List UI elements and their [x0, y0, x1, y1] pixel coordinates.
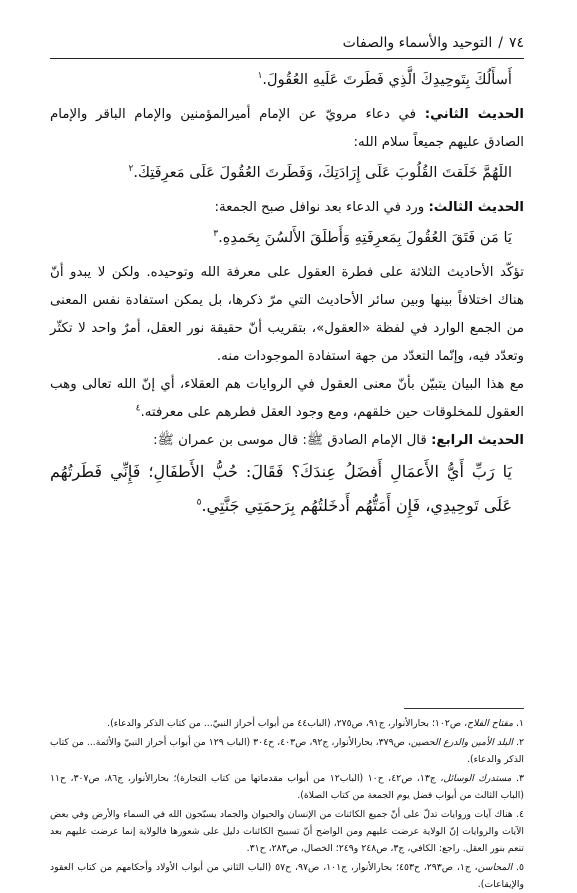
header-separator: / [498, 35, 503, 51]
footnote-ref-1[interactable]: ١ [257, 71, 263, 82]
footnote: ٤. هناك آيات وروايات تدلّ على أنّ جميع الكائنات من الإنسان والحيوان والجماد يسبّحون الله في السماء والأرض وفي بعض الآيات والروايات إنّ الولاية عرضت عليهم ومن الواضح أنّ تسبيح الكائنات دليل على شعورها فالولاية إنما عرضت عليهم بعد تنعم بنور العقل. راجع: الكافي، ج٣، ص٢٤٨ و٢٤٩؛ الخصال، ص٢٨٣، ح٣١. [50, 809, 524, 854]
hadith-label-4: الحديث الرابع: [431, 433, 524, 448]
hadith-quote-3: يَا مَن فَتَقَ العُقُولَ بِمَعرِفَتِهِ وَأَطلَقَ الأَلسُنَ بِحَمدِهِ.$^٣$ [213, 229, 512, 246]
page-number: ٧٤ [508, 35, 524, 51]
hadith-quote-1: أَسأَلُكَ بِتَوحِيدِكَ الَّذِي فَطَرتَ عَلَيهِ العُقُولَ.$^١$ [257, 71, 512, 88]
hadith-heading-3: الحديث الثالث: ورد في الدعاء بعد نوافل صبح الجمعة: [214, 200, 524, 215]
hadith-label-3: الحديث الثالث: [428, 200, 524, 215]
footnote: ٣. مستدرك الوسائل، ج١٣، ص٤٢، ح١٠ (الباب١٢ من أبواب مقدماتها من كتاب التجارة)؛ بحارالأنوار، ج٨٦، ص٣٠٧، ح١١ (الباب الثالث من أبواب فضل يوم الجمعة من كتاب الصلاة). [50, 773, 524, 801]
footnote-ref-5[interactable]: ٥ [196, 497, 202, 508]
header-title: التوحيد والأسماء والصفات [342, 35, 493, 51]
footnote: ٢. البلد الأمين والدرع الحصين، ص٣٧٩، بحارالأنوار، ج٩٢، ص٤٠٣، ح٣٠٤ (الباب ١٢٩ من أبواب أحراز النبيّ والأئمة... من كتاب الذكر والدعاء). [50, 737, 525, 765]
hadith-label-2: الحديث الثاني: [424, 107, 524, 122]
hadith-heading-4: الحديث الرابع: قال الإمام الصادق ﷺ: قال موسى بن عمران ﷺ: [153, 433, 524, 448]
running-header [50, 28, 524, 59]
hadith-heading-2: الحديث الثاني: في دعاء مرويّ عن الإمام أميرالمؤمنين والإمام الباقر والإمام الصادق عليهم جميعاً سلام الله: [50, 107, 524, 150]
footnote-divider [404, 708, 524, 709]
hadith-quote-4: يَا رَبِّ أَيُّ الأَعمَالِ أَفضَلُ عِندَكَ؟ فَقَالَ: حُبُّ الأَطفَالِ؛ فَإِنِّي فَطَرتُهُم عَلَى تَوحِيدِي، فَإِن أَمَتُّهُم أَدخَلتُهُم بِرَحمَتِي جَنَّتِي.$^٥$ [50, 462, 512, 515]
hadith-quote-2: اللَهُمَّ خَلَقتَ القُلُوبَ عَلَى إِرَادَتِكَ، وَفَطَرتَ العُقُولَ عَلَى مَعرِفَتِكَ.$^٢$ [128, 164, 512, 181]
footnotes [50, 713, 524, 893]
paragraph-1: تؤكّد الأحاديث الثلاثة على فطرة العقول على معرفة الله وتوحيده. ولكن لا يبدو أنّ هناك اختلافاً بينها وبين سائر الأحاديث التي مرّ ذكرها، بل يمكن استفادة نفس المعنى من الجمع الوارد في لفظة «العقول»، بتقريب أنّ حقيقة نور العقل، أمرٌ واحد لا تكثّر وتعدّد فيه، وإنّما التعدّد من جهة استفادة الموجودات منه. [50, 265, 524, 364]
main-text [50, 64, 524, 523]
footnote: ١. مفتاح الفلاح، ص١٠٢؛ بحارالأنوار، ج٩١، ص٢٧٥، (الباب٤٤ من أبواب أحراز النبيّ... من كتاب الذكر والدعاء). [107, 718, 524, 729]
footnote-ref-2[interactable]: ٢ [128, 164, 134, 175]
footnote-ref-3[interactable]: ٣ [213, 229, 219, 240]
paragraph-2: مع هذا البيان يتبيّن بأنّ معنى العقول في الروايات هم العقلاء، أي إنّ الله تعالى وهب العقول للمخلوقات حين خلقهم، ومع وجود العقل فطرهم على معرفته.$^٤$ [50, 377, 524, 420]
footnote: ٥. المحاسن، ج١، ص٢٩٣، ح٤٥٣؛ بحارالأنوار، ج١٠١، ص٩٧، ح٥٧ (الباب الثاني من أبواب الأولاد وأحكامهم من كتاب العقود والإيقاعات). [50, 862, 524, 890]
footnote-ref-4[interactable]: ٤ [135, 403, 141, 414]
